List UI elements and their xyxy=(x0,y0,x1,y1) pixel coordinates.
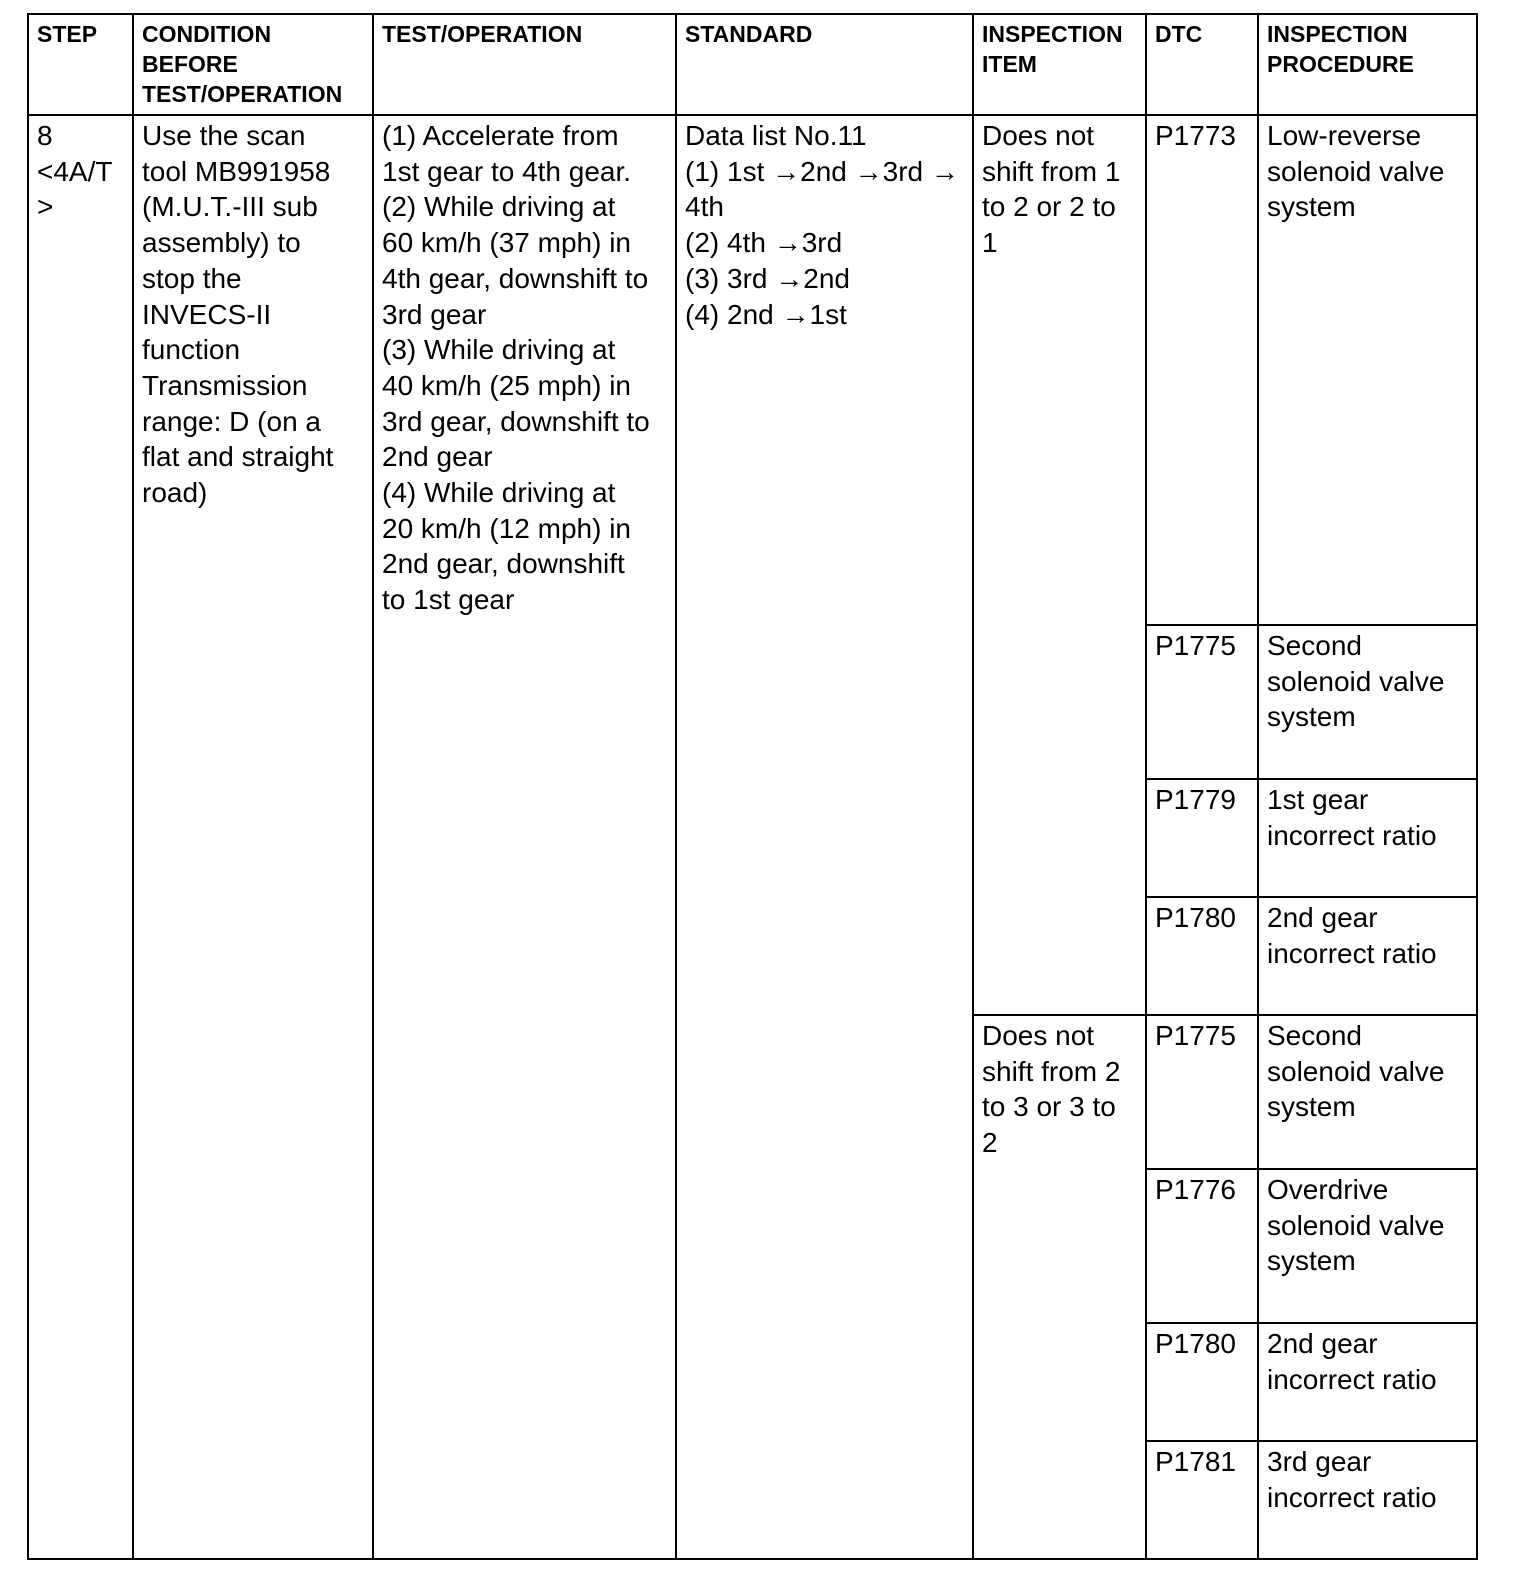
header-standard-label: STANDARD xyxy=(685,21,813,47)
condition-line: Transmission xyxy=(142,369,308,401)
test-operation-line: 3rd gear xyxy=(382,298,487,330)
inspection-item-line: shift from 1 xyxy=(982,155,1121,187)
dtc-code: P1776 xyxy=(1155,1174,1236,1205)
standard-line: Data list No.11 xyxy=(685,120,867,151)
header-standard xyxy=(676,14,973,115)
procedure-line: system xyxy=(1267,1245,1356,1277)
procedure-cell xyxy=(1258,1441,1477,1559)
procedure-line: Second xyxy=(1267,1020,1362,1051)
procedure-line: incorrect ratio xyxy=(1267,1481,1437,1513)
procedure-line: solenoid valve xyxy=(1267,1055,1445,1087)
condition-line: Use the scan xyxy=(142,120,306,151)
procedure-cell xyxy=(1258,1323,1477,1441)
dtc-code: P1775 xyxy=(1155,630,1236,661)
standard-line: (2) 4th →3rd xyxy=(685,227,843,259)
header-inspection-procedure-line: INSPECTION xyxy=(1267,21,1408,47)
dtc-cell xyxy=(1146,1441,1258,1559)
procedure-line: system xyxy=(1267,191,1356,223)
dtc-cell xyxy=(1146,779,1258,897)
header-dtc xyxy=(1146,14,1258,115)
procedure-line: system xyxy=(1267,701,1356,733)
step-line: <4A/T xyxy=(37,155,113,187)
header-condition-line: TEST/OPERATION xyxy=(142,81,343,107)
test-operation-line: to 1st gear xyxy=(382,584,515,616)
inspection-item-line: 2 xyxy=(982,1127,998,1159)
procedure-line: incorrect ratio xyxy=(1267,937,1437,969)
dtc-cell xyxy=(1146,115,1258,625)
inspection-item-line: 1 xyxy=(982,227,998,259)
dtc-cell xyxy=(1146,1015,1258,1169)
condition-line: stop the xyxy=(142,262,242,294)
header-inspection-procedure xyxy=(1258,14,1477,115)
procedure-cell xyxy=(1258,897,1477,1015)
standard-line: (4) 2nd →1st xyxy=(685,298,847,330)
condition-line: function xyxy=(142,334,241,366)
header-inspection-item xyxy=(973,14,1146,115)
procedure-line: 2nd gear xyxy=(1267,1328,1378,1359)
inspection-item-line: to 3 or 3 to xyxy=(982,1091,1116,1123)
procedure-line: solenoid valve xyxy=(1267,1209,1445,1241)
dtc-code: P1780 xyxy=(1155,902,1236,933)
step-line: > xyxy=(37,191,54,223)
inspection-item-line: Does not xyxy=(982,120,1095,151)
test-operation-line: (3) While driving at xyxy=(382,334,616,366)
header-test-operation-label: TEST/OPERATION xyxy=(382,21,583,47)
test-operation-line: 20 km/h (12 mph) in xyxy=(382,512,631,544)
condition-line: tool MB991958 xyxy=(142,155,331,187)
dtc-cell xyxy=(1146,897,1258,1015)
dtc-cell xyxy=(1146,1323,1258,1441)
procedure-line: incorrect ratio xyxy=(1267,819,1437,851)
procedure-line: 2nd gear xyxy=(1267,902,1378,933)
procedure-line: Low-reverse xyxy=(1267,120,1422,151)
inspection-item-line: to 2 or 2 to xyxy=(982,191,1116,223)
standard-line: (1) 1st →2nd →3rd → xyxy=(685,155,959,187)
condition-line: road) xyxy=(142,477,208,509)
test-operation-line: (2) While driving at xyxy=(382,191,616,223)
step-line: 8 xyxy=(37,120,53,151)
inspection-item-line: Does not xyxy=(982,1020,1095,1051)
dtc-code: P1781 xyxy=(1155,1446,1236,1477)
condition-line: INVECS-II xyxy=(142,298,272,330)
test-operation-cell xyxy=(373,115,676,1559)
procedure-line: 3rd gear xyxy=(1267,1446,1372,1477)
procedure-cell xyxy=(1258,779,1477,897)
inspection-item-cell xyxy=(973,115,1146,1015)
procedure-line: Overdrive xyxy=(1267,1174,1389,1205)
condition-line: assembly) to xyxy=(142,227,301,259)
table-row xyxy=(28,115,1477,625)
condition-cell xyxy=(133,115,373,1559)
dtc-code: P1775 xyxy=(1155,1020,1236,1051)
dtc-code: P1773 xyxy=(1155,120,1236,151)
test-operation-line: 4th gear, downshift to xyxy=(382,262,649,294)
procedure-cell xyxy=(1258,1015,1477,1169)
header-condition xyxy=(133,14,373,115)
header-condition-line: CONDITION xyxy=(142,21,272,47)
step-cell xyxy=(28,115,133,1559)
header-step xyxy=(28,14,133,115)
procedure-line: solenoid valve xyxy=(1267,665,1445,697)
procedure-line: solenoid valve xyxy=(1267,155,1445,187)
condition-line: range: D (on a xyxy=(142,405,321,437)
standard-cell xyxy=(676,115,973,1559)
procedure-cell xyxy=(1258,625,1477,779)
test-operation-line: (4) While driving at xyxy=(382,477,616,509)
inspection-item-line: shift from 2 xyxy=(982,1055,1121,1087)
procedure-line: 1st gear xyxy=(1267,784,1369,815)
test-operation-line: 40 km/h (25 mph) in xyxy=(382,369,631,401)
test-operation-line: 2nd gear, downshift xyxy=(382,548,625,580)
test-operation-line: 2nd gear xyxy=(382,441,493,473)
procedure-cell xyxy=(1258,115,1477,625)
procedure-line: system xyxy=(1267,1091,1356,1123)
condition-line: (M.U.T.-III sub xyxy=(142,191,318,223)
dtc-cell xyxy=(1146,1169,1258,1323)
condition-line: flat and straight xyxy=(142,441,334,473)
procedure-line: incorrect ratio xyxy=(1267,1363,1437,1395)
header-row xyxy=(28,14,1477,115)
dtc-cell xyxy=(1146,625,1258,779)
header-inspection-procedure-line: PROCEDURE xyxy=(1267,51,1414,77)
inspection-item-cell xyxy=(973,1015,1146,1559)
header-step-label: STEP xyxy=(37,21,98,47)
dtc-code: P1779 xyxy=(1155,784,1236,815)
test-operation-line: 60 km/h (37 mph) in xyxy=(382,227,631,259)
procedure-cell xyxy=(1258,1169,1477,1323)
test-operation-line: (1) Accelerate from xyxy=(382,120,619,151)
standard-line: (3) 3rd →2nd xyxy=(685,262,850,294)
header-dtc-label: DTC xyxy=(1155,21,1203,47)
test-operation-line: 3rd gear, downshift to xyxy=(382,405,650,437)
dtc-code: P1780 xyxy=(1155,1328,1236,1359)
procedure-line: Second xyxy=(1267,630,1362,661)
header-test-operation xyxy=(373,14,676,115)
test-operation-line: 1st gear to 4th gear. xyxy=(382,155,632,187)
inspection-table xyxy=(27,13,1478,1560)
header-condition-line: BEFORE xyxy=(142,51,238,77)
header-inspection-item-line: ITEM xyxy=(982,51,1037,77)
header-inspection-item-line: INSPECTION xyxy=(982,21,1123,47)
standard-line: 4th xyxy=(685,191,724,223)
